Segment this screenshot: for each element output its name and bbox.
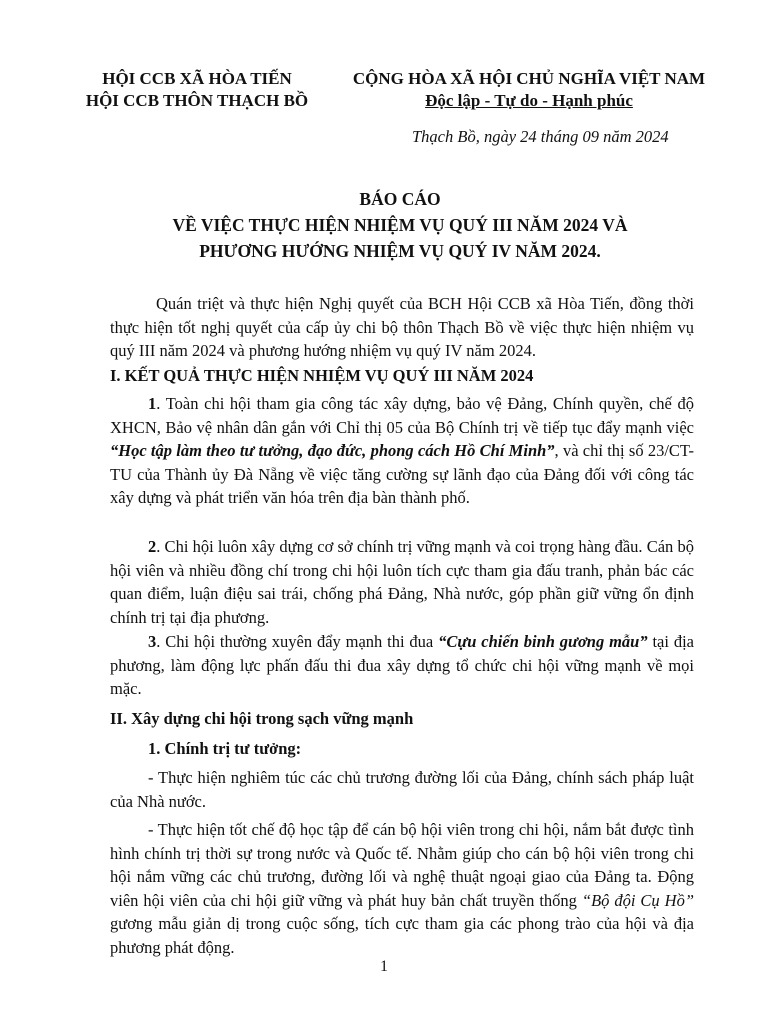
organization-header [72,68,322,112]
title-line-2: VỀ VIỆC THỰC HIỆN NHIỆM VỤ QUÝ III NĂM 2024 VÀ [172,215,628,235]
section-1-paragraph-1: 1. Toàn chi hội tham gia công tác xây dựng, bảo vệ Đảng, Chính quyền, chế độ XHCN, Bảo vệ nhân dân gắn với Chỉ thị 05 của Bộ Chính trị về tiếp tục đẩy mạnh việc “Học tập làm theo tư tưởng, đạo đức, phong cách Hồ Chí Minh”, và chỉ thị số 23/CT- TU của Thành ủy Đà Nẵng về việc tăng cường sự lãnh đạo của Đảng đối với công tác xây dựng và phát triển văn hóa trên địa bàn thành phố. [110,394,694,507]
title-line-1: BÁO CÁO [359,189,441,209]
section-1-paragraph-2: 2. Chi hội luôn xây dựng cơ sở chính trị vững mạnh và coi trọng hàng đầu. Cán bộ hội viên và nhiều đồng chí trong chi hội luôn tích cực tham gia đấu tranh, phản bác các quan điểm, luận điệu sai trái, chống phá Đảng, Nhà nước, góp phần giữ vững ổn định chính trị tại địa phương. [110,537,694,627]
motto: Độc lập - Tự do - Hạnh phúc [425,91,633,110]
item-number: 3 [148,632,157,651]
org-line-2: HỘI CCB THÔN THẠCH BỒ [85,91,309,110]
intro-paragraph: Quán triệt và thực hiện Nghị quyết của BCH Hội CCB xã Hòa Tiến, đồng thời thực hiện tốt nghị quyết của cấp ủy chi bộ thôn Thạch Bồ về việc thực hiện nhiệm vụ quý III năm 2024 và phương hướng nhiệm vụ quý IV năm 2024. [110,294,694,360]
page-number: 1 [380,958,388,975]
item-number: 2 [148,537,157,556]
section-1-paragraph-3: 3. Chi hội thường xuyên đẩy mạnh thi đua “Cựu chiến binh gương mẫu” tại địa phương, làm động lực phấn đấu thi đua xây dựng tổ chức chi hội vững mạnh về mọi mặc. [110,632,694,698]
national-header [332,68,726,112]
org-line-1: HỘI CCB XÃ HÒA TIẾN [102,69,292,88]
document-date: Thạch Bồ, ngày 24 tháng 09 năm 2024 [412,127,669,146]
title-line-3: PHƯƠNG HƯỚNG NHIỆM VỤ QUÝ IV NĂM 2024. [199,241,601,261]
item-number: 1 [148,394,157,413]
report-title [0,186,768,264]
bullet-paragraph-2: - Thực hiện tốt chế độ học tập để cán bộ hội viên trong chi hội, nắm bắt được tình hình chính trị thời sự trong nước và Quốc tế. Nhằm giúp cho cán bộ hội viên trong chi hội nắm vững các chủ trương, đường lối và nghệ thuật ngoại giao của Đảng ta. Động viên hội viên của chi hội giữ vững và phát huy bản chất truyền thống “Bộ đội Cụ Hồ” gương mẫu giản dị trong cuộc sống, tích cực tham gia các phong trào của hội và địa phương phát động. [110,820,694,957]
subsection-heading: 1. Chính trị tư tưởng: [148,739,302,758]
quote: “Học tập làm theo tư tưởng, đạo đức, phong cách Hồ Chí Minh” [110,441,555,460]
quote: “Bộ đội Cụ Hồ” [581,890,694,910]
section-1-heading: I. KẾT QUẢ THỰC HIỆN NHIỆM VỤ QUÝ III NĂM 2024 [110,366,534,385]
quote: “Cựu chiến binh gương mẫu” [438,632,648,651]
bullet-paragraph-1: - Thực hiện nghiêm túc các chủ trương đường lối của Đảng, chính sách pháp luật của Nhà nước. [110,768,694,811]
section-2-heading: II. Xây dựng chi hội trong sạch vững mạnh [110,709,414,728]
nation-name: CỘNG HÒA XÃ HỘI CHỦ NGHĨA VIỆT NAM [352,69,706,88]
